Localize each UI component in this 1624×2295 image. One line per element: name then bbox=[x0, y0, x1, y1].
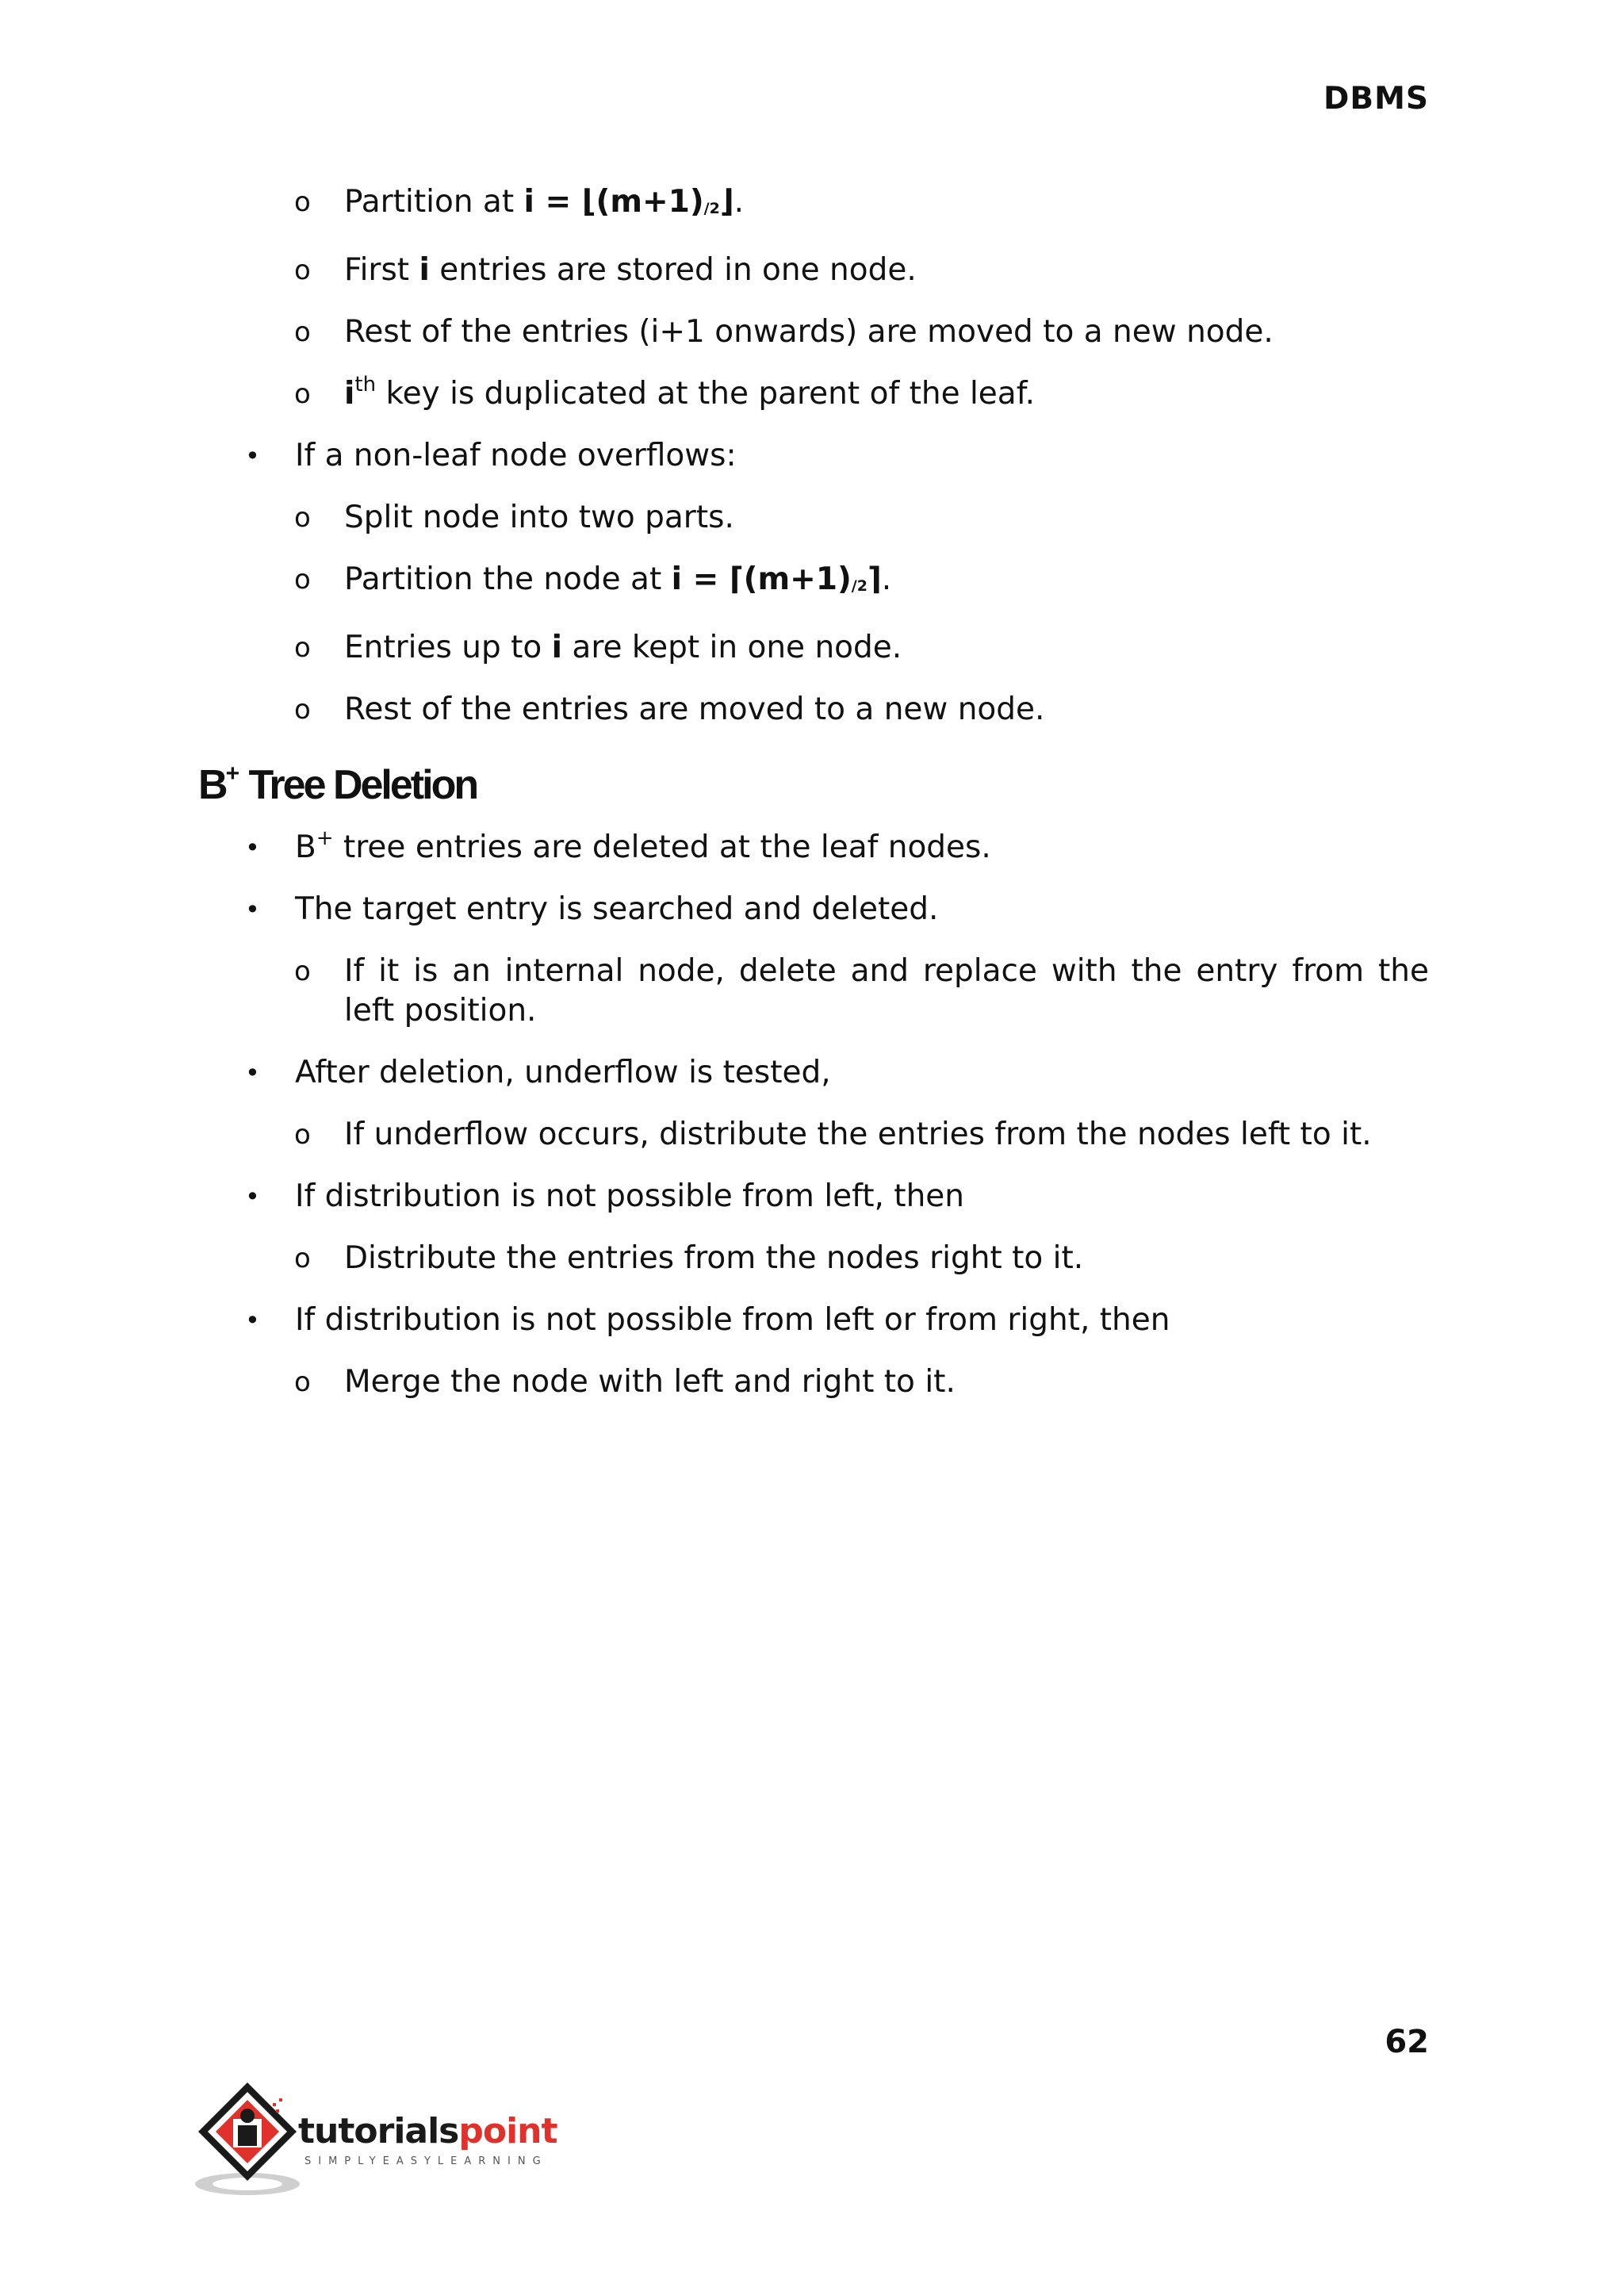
list-item: o Distribute the entries from the nodes right to it. bbox=[198, 1239, 1429, 1278]
sub-bullet-marker: o bbox=[294, 956, 311, 987]
bullet-marker: • bbox=[245, 1305, 260, 1335]
list-item: o Entries up to i are kept in one node. bbox=[198, 628, 1429, 668]
page-content bbox=[198, 182, 1429, 1424]
tutorialspoint-logo bbox=[193, 2079, 566, 2198]
list-item: • The target entry is searched and deleted. bbox=[198, 890, 1429, 929]
bullet-marker: • bbox=[245, 1058, 260, 1088]
sub-bullet-marker: o bbox=[294, 1119, 311, 1151]
bullet-marker: • bbox=[245, 833, 260, 863]
list-item: o Merge the node with left and right to it. bbox=[198, 1362, 1429, 1402]
list-item: o $i^{th}$ key is duplicated at the parent of the leaf. bbox=[198, 374, 1429, 414]
bullet-marker: • bbox=[245, 895, 260, 925]
sub-bullet-marker: o bbox=[294, 1366, 311, 1398]
list-item: o First i entries are stored in one node. bbox=[198, 251, 1429, 290]
sub-bullet-marker: o bbox=[294, 316, 311, 348]
list-item: o Rest of the entries are moved to a new node. bbox=[198, 690, 1429, 730]
list-item: o Partition the node at i = ⌈(m+1)/2⌉. bbox=[198, 560, 1429, 606]
list-item: • If distribution is not possible from left or from right, then bbox=[198, 1301, 1429, 1340]
sub-bullet-marker: o bbox=[294, 255, 311, 286]
logo-diamond-icon bbox=[193, 2079, 312, 2198]
list-item: • If a non-leaf node overflows: bbox=[198, 436, 1429, 476]
section-heading: B+ Tree Deletion bbox=[198, 760, 477, 808]
bullet-marker: • bbox=[245, 441, 260, 471]
list-item: • B+ tree entries are deleted at the leaf nodes. bbox=[198, 828, 1429, 868]
sub-bullet-marker: o bbox=[294, 378, 311, 410]
list-item: o Partition at i = ⌊(m+1)/2⌋. bbox=[198, 182, 1429, 228]
logo-tagline: SIMPLYEASYLEARNING bbox=[304, 2155, 548, 2167]
list-item: • If distribution is not possible from left, then bbox=[198, 1177, 1429, 1216]
sub-bullet-marker: o bbox=[294, 1243, 311, 1274]
sub-bullet-marker: o bbox=[294, 564, 311, 596]
sub-bullet-marker: o bbox=[294, 632, 311, 664]
sub-bullet-marker: o bbox=[294, 694, 311, 726]
page-number: 62 bbox=[1385, 2024, 1429, 2060]
sub-bullet-marker: o bbox=[294, 502, 311, 534]
logo-wordmark: tutorialspoint bbox=[298, 2111, 557, 2151]
running-header: DBMS bbox=[1323, 81, 1429, 117]
list-item: • After deletion, underflow is tested, bbox=[198, 1053, 1429, 1093]
bullet-marker: • bbox=[245, 1182, 260, 1212]
list-item: o Split node into two parts. bbox=[198, 498, 1429, 538]
list-item: o Rest of the entries (i+1 onwards) are moved to a new node. bbox=[198, 312, 1429, 352]
sub-bullet-marker: o bbox=[294, 186, 311, 218]
list-item: o If it is an internal node, delete and replace with the entry from the left position. bbox=[294, 953, 1429, 1029]
list-item: o If underflow occurs, distribute the entries from the nodes left to it. bbox=[198, 1115, 1429, 1155]
